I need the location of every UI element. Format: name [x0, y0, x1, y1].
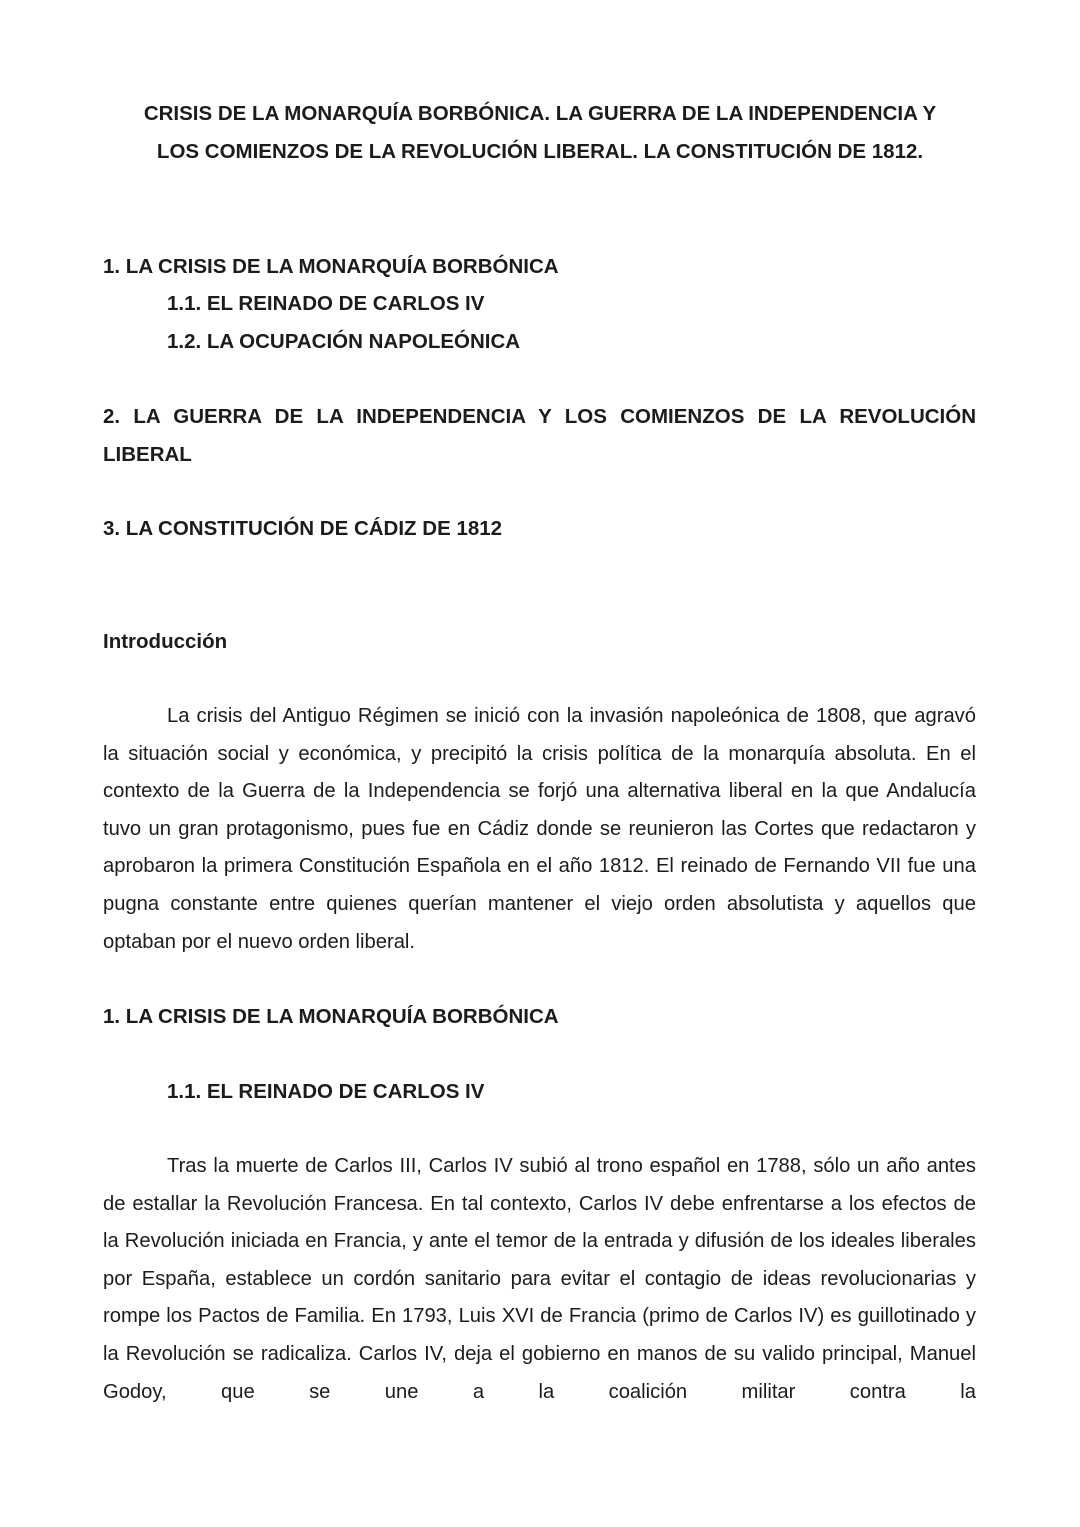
section-1-1-heading: 1.1. EL REINADO DE CARLOS IV	[167, 1080, 485, 1103]
section-1-1-paragraph: Tras la muerte de Carlos III, Carlos IV subió al trono español en 1788, sólo un año antes de estallar la Revolución Francesa. En tal contexto, Carlos IV debe enfrentarse a los efectos de la Revolución iniciada en Francia, y ante el temor de la entrada y difusión de los ideales liberales por España, establece un cordón sanitario para evitar el contagio de ideas revolucionarias y rompe los Pactos de Familia. En 1793, Luis XVI de Francia (primo de Carlos IV) es guillotinado y la Revolución se radicaliza. Carlos IV, deja el gobierno en manos de su valido principal, Manuel Godoy, que se une a la coalición militar contra la	[103, 1155, 976, 1403]
title-line-2: LOS COMIENZOS DE LA REVOLUCIÓN LIBERAL. LA CONSTITUCIÓN DE 1812.	[156, 140, 924, 163]
section-1-heading: 1. LA CRISIS DE LA MONARQUÍA BORBÓNICA	[103, 1005, 559, 1028]
intro-paragraph: La crisis del Antiguo Régimen se inició con la invasión napoleónica de 1808, que agravó la situación social y económica, y precipitó la crisis política de la monarquía absoluta. En el contexto de la Guerra de la Independencia se forjó una alternativa liberal en la que Andalucía tuvo un gran protagonismo, pues fue en Cádiz donde se reunieron las Cortes que redactaron y aprobaron la primera Constitución Española en el año 1812. El reinado de Fernando VII fue una pugna constante entre quienes querían mantener el viejo orden absolutista y aquellos que optaban por el nuevo orden liberal.	[103, 705, 976, 953]
toc-item-3: 3. LA CONSTITUCIÓN DE CÁDIZ DE 1812	[103, 517, 503, 540]
toc-item-1-1: 1.1. EL REINADO DE CARLOS IV	[167, 292, 485, 315]
toc-item-1-2: 1.2. LA OCUPACIÓN NAPOLEÓNICA	[167, 330, 521, 353]
toc-item-1: 1. LA CRISIS DE LA MONARQUÍA BORBÓNICA	[103, 255, 559, 278]
intro-heading: Introducción	[103, 630, 228, 653]
title-line-1: CRISIS DE LA MONARQUÍA BORBÓNICA. LA GUERRA DE LA INDEPENDENCIA Y	[143, 102, 937, 125]
document-title	[100, 95, 980, 171]
toc-item-2: 2. LA GUERRA DE LA INDEPENDENCIA Y LOS COMIENZOS DE LA REVOLUCIÓN LIBERAL	[103, 405, 976, 466]
